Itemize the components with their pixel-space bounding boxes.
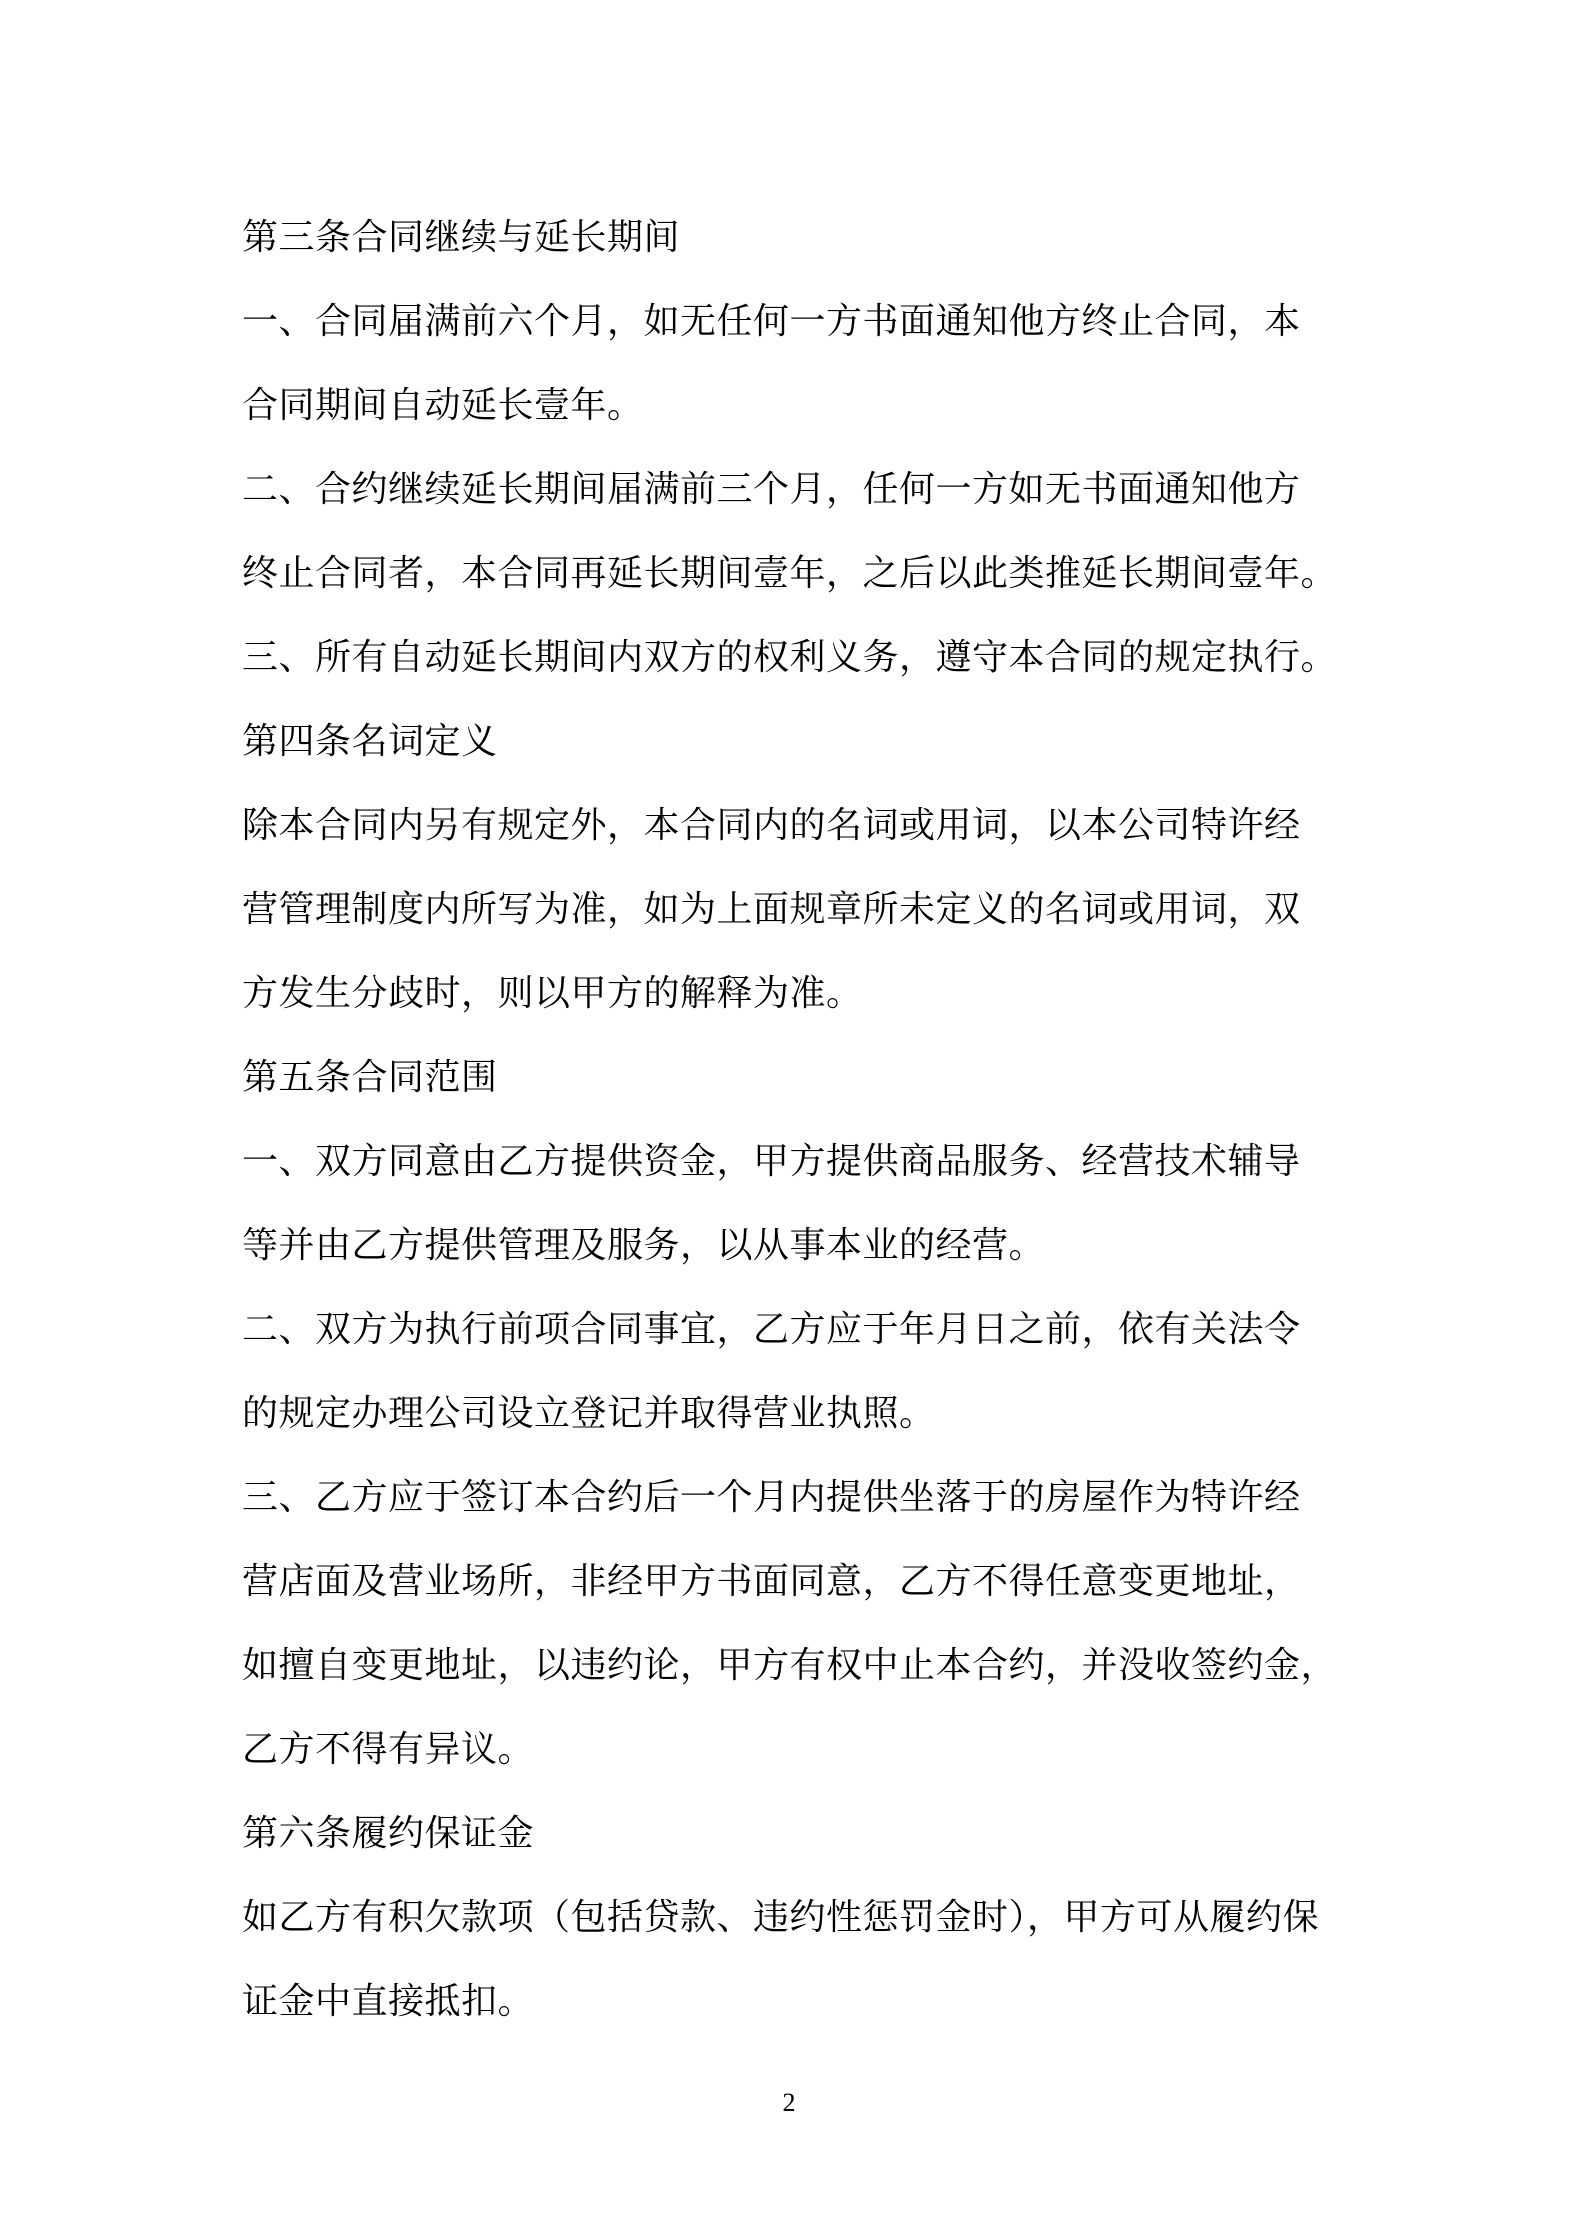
paragraph-line: 如擅自变更地址，以违约论，甲方有权中止本合约，并没收签约金， (242, 1645, 1338, 1686)
paragraph-line: 三、所有自动延长期间内双方的权利义务，遵守本合同的规定执行。 (242, 637, 1338, 678)
paragraph-line: 合同期间自动延长壹年。 (242, 385, 644, 426)
paragraph-line: 营店面及营业场所，非经甲方书面同意，乙方不得任意变更地址， (242, 1561, 1301, 1602)
paragraph-line: 乙方不得有异议。 (242, 1729, 535, 1770)
paragraph-line: 的规定办理公司设立登记并取得营业执照。 (242, 1393, 936, 1434)
heading-article-3: 第三条合同继续与延长期间 (242, 217, 681, 258)
heading-article-5: 第五条合同范围 (242, 1057, 498, 1098)
paragraph-line: 一、合同届满前六个月，如无任何一方书面通知他方终止合同，本 (242, 301, 1301, 342)
paragraph-line: 一、双方同意由乙方提供资金，甲方提供商品服务、经营技术辅导 (242, 1141, 1301, 1182)
document-body (242, 196, 1342, 2044)
paragraph-line: 三、乙方应于签订本合约后一个月内提供坐落于的房屋作为特许经 (242, 1477, 1301, 1518)
heading-article-6: 第六条履约保证金 (242, 1813, 535, 1854)
paragraph-line: 方发生分歧时，则以甲方的解释为准。 (242, 973, 863, 1014)
page-number: 2 (782, 2088, 796, 2117)
paragraph-line: 终止合同者，本合同再延长期间壹年，之后以此类推延长期间壹年。 (242, 553, 1338, 594)
paragraph-line: 证金中直接抵扣。 (242, 1981, 535, 2022)
paragraph-line: 二、双方为执行前项合同事宜，乙方应于年月日之前，依有关法令 (242, 1309, 1301, 1350)
paragraph-line: 如乙方有积欠款项（包括贷款、违约性惩罚金时），甲方可从履约保 (242, 1897, 1320, 1938)
paragraph-line: 二、合约继续延长期间届满前三个月，任何一方如无书面通知他方 (242, 469, 1301, 510)
paragraph-line: 营管理制度内所写为准，如为上面规章所未定义的名词或用词，双 (242, 889, 1301, 930)
paragraph-line: 除本合同内另有规定外，本合同内的名词或用词，以本公司特许经 (242, 805, 1301, 846)
paragraph-line: 等并由乙方提供管理及服务，以从事本业的经营。 (242, 1225, 1046, 1266)
heading-article-4: 第四条名词定义 (242, 721, 498, 762)
